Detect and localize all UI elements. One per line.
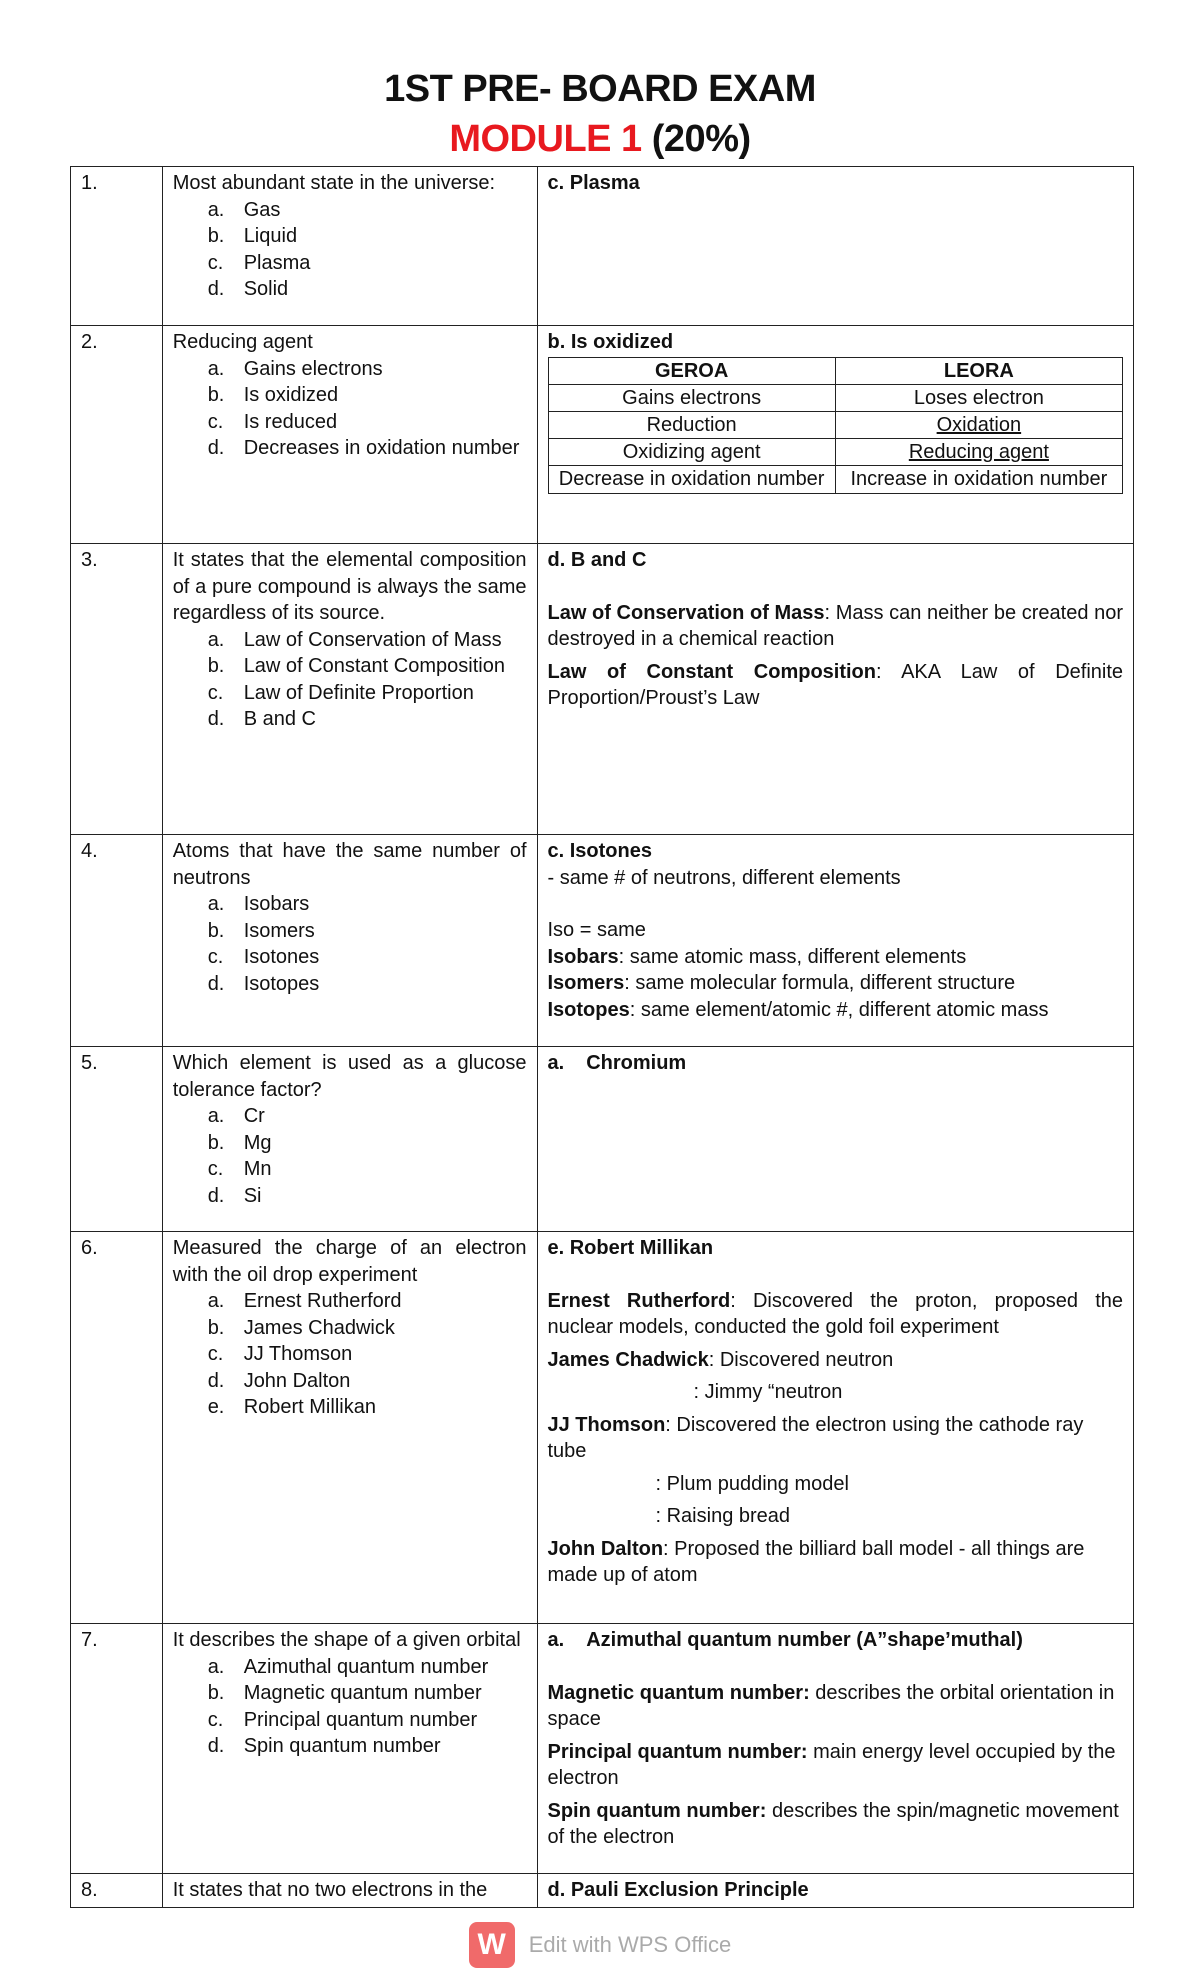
- table-cell: Reduction: [548, 411, 835, 438]
- question-text: It states that the elemental composition of a pure compound is always the same regardless of its source.: [172, 549, 527, 624]
- list-item: b. Magnetic quantum number: [207, 1682, 482, 1704]
- question-cell: [162, 544, 537, 835]
- question-cell: [162, 1624, 537, 1874]
- question-number: 5.: [71, 1047, 163, 1232]
- question-text: Which element is used as a glucose tolerance factor?: [172, 1052, 527, 1101]
- list-item: a. Gas: [207, 198, 281, 221]
- mnemonic: : Raising bread: [655, 1505, 791, 1527]
- iso-note: Iso = same: [547, 919, 646, 941]
- answer-cell: [537, 326, 1134, 544]
- wps-footer[interactable]: [0, 1922, 1200, 1968]
- answer-cell: [537, 835, 1134, 1047]
- table-header: GEROA: [548, 357, 835, 384]
- question-text: Most abundant state in the universe:: [172, 172, 496, 194]
- table-header: LEORA: [835, 357, 1122, 384]
- options-list: [173, 891, 527, 997]
- table-row: [71, 1874, 1134, 1908]
- question-number: 4.: [71, 835, 163, 1047]
- answer-text: e. Robert Millikan: [547, 1237, 714, 1259]
- table-cell: Gains electrons: [548, 384, 835, 411]
- note: Spin quantum number: describes the spin/magnetic movement of the electron: [547, 1799, 1119, 1848]
- list-item: a. Gains electrons: [207, 357, 383, 380]
- question-text: Atoms that have the same number of neutrons: [172, 840, 527, 889]
- table-cell: Increase in oxidation number: [835, 465, 1122, 493]
- answer-subtext: - same # of neutrons, different elements: [547, 866, 901, 889]
- list-item: b. Liquid: [207, 225, 298, 247]
- exam-table: [70, 166, 1134, 1908]
- answer-cell: [537, 1232, 1134, 1624]
- answer-cell: [537, 1874, 1134, 1908]
- note: JJ Thomson: Discovered the electron using the cathode ray tube: [547, 1413, 1084, 1462]
- answer-text: c. Plasma: [547, 172, 640, 194]
- answer-cell: [537, 1047, 1134, 1232]
- question-number: 2.: [71, 326, 163, 544]
- options-list: [173, 197, 527, 303]
- options-list: [173, 1103, 527, 1209]
- list-item: c. Law of Definite Proportion: [207, 681, 474, 704]
- list-item: e. Robert Millikan: [207, 1396, 376, 1418]
- list-item: a. Isobars: [207, 893, 310, 915]
- list-item: d. Spin quantum number: [207, 1735, 441, 1757]
- mnemonic: : Jimmy “neutron: [693, 1381, 843, 1403]
- note: Isobars: same atomic mass, different elements: [547, 945, 967, 968]
- note: Isomers: same molecular formula, different structure: [547, 972, 1016, 994]
- question-cell: [162, 1874, 537, 1908]
- note: Isotopes: same element/atomic #, different atomic mass: [547, 998, 1049, 1021]
- list-item: c. Isotones: [207, 946, 320, 968]
- list-item: a. Cr: [207, 1105, 265, 1127]
- note: James Chadwick: Discovered neutron: [547, 1348, 894, 1371]
- list-item: d. Isotopes: [207, 972, 320, 995]
- question-cell: [162, 1232, 537, 1624]
- list-item: a. Law of Conservation of Mass: [207, 628, 502, 651]
- list-item: a. Azimuthal quantum number: [207, 1655, 489, 1678]
- list-item: a. Ernest Rutherford: [207, 1290, 402, 1312]
- wps-footer-text: Edit with WPS Office: [528, 1932, 732, 1957]
- note: Magnetic quantum number: describes the orbital orientation in space: [547, 1681, 1115, 1730]
- answer-cell: [537, 167, 1134, 326]
- answer-cell: [537, 1624, 1134, 1874]
- list-item: c. Principal quantum number: [207, 1708, 478, 1731]
- answer-text: a. Azimuthal quantum number (A”shape’muthal): [547, 1629, 1023, 1651]
- answer-text: d. B and C: [547, 549, 647, 571]
- table-row: [71, 1232, 1134, 1624]
- list-item: d. B and C: [207, 708, 316, 730]
- table-row: [71, 835, 1134, 1047]
- table-cell: Loses electron: [835, 384, 1122, 411]
- list-item: c. Is reduced: [207, 410, 338, 433]
- list-item: b. James Chadwick: [207, 1316, 395, 1339]
- exam-title: 1ST PRE- BOARD EXAM: [384, 68, 816, 110]
- question-cell: [162, 835, 537, 1047]
- module-label: MODULE 1: [449, 118, 642, 160]
- wps-logo-icon: W: [469, 1922, 515, 1968]
- question-text: It states that no two electrons in the: [172, 1879, 488, 1901]
- table-row: [71, 167, 1134, 326]
- question-number: 1.: [71, 167, 163, 326]
- answer-text: d. Pauli Exclusion Principle: [547, 1879, 809, 1901]
- note: John Dalton: Proposed the billiard ball model - all things are made up of atom: [547, 1537, 1085, 1586]
- list-item: d. Si: [207, 1184, 262, 1207]
- note: Law of Constant Composition: AKA Law of Definite Proportion/Proust’s Law: [547, 660, 1124, 709]
- options-list: [173, 356, 527, 462]
- list-item: c. Plasma: [207, 251, 311, 274]
- list-item: b. Law of Constant Composition: [207, 655, 505, 677]
- question-text: It describes the shape of a given orbital: [172, 1629, 521, 1651]
- answer-text: a. Chromium: [547, 1052, 687, 1074]
- question-number: 3.: [71, 544, 163, 835]
- list-item: d. John Dalton: [207, 1369, 351, 1392]
- mnemonic: : Plum pudding model: [655, 1472, 849, 1495]
- list-item: b. Mg: [207, 1131, 272, 1154]
- question-number: 8.: [71, 1874, 163, 1908]
- options-list: [173, 1288, 527, 1421]
- table-row: [71, 326, 1134, 544]
- answer-cell: [537, 544, 1134, 835]
- table-row: [71, 544, 1134, 835]
- list-item: d. Solid: [207, 278, 289, 300]
- geroa-leora-table: [548, 357, 1124, 494]
- table-cell: Reducing agent: [835, 438, 1122, 465]
- list-item: c. JJ Thomson: [207, 1343, 353, 1365]
- table-cell: Oxidizing agent: [548, 438, 835, 465]
- options-list: [173, 1654, 527, 1760]
- note: Law of Conservation of Mass: Mass can neither be created nor destroyed in a chemical reaction: [547, 601, 1123, 650]
- question-cell: [162, 1047, 537, 1232]
- table-row: [71, 1624, 1134, 1874]
- question-number: 6.: [71, 1232, 163, 1624]
- question-text: Reducing agent: [172, 331, 313, 353]
- question-number: 7.: [71, 1624, 163, 1874]
- list-item: b. Is oxidized: [207, 384, 339, 406]
- list-item: b. Isomers: [207, 919, 315, 942]
- question-cell: [162, 326, 537, 544]
- table-cell: Oxidation: [835, 411, 1122, 438]
- list-item: c. Mn: [207, 1158, 272, 1180]
- note: Ernest Rutherford: Discovered the proton, proposed the nuclear models, conducted the gold foil experiment: [547, 1289, 1123, 1338]
- table-row: [71, 1047, 1134, 1232]
- note: Principal quantum number: main energy level occupied by the electron: [547, 1740, 1116, 1789]
- module-heading: [0, 118, 1200, 161]
- module-percent: (20%): [651, 118, 751, 160]
- options-list: [173, 627, 527, 733]
- list-item: d. Decreases in oxidation number: [207, 437, 520, 459]
- question-cell: [162, 167, 537, 326]
- answer-text: b. Is oxidized: [547, 331, 674, 353]
- answer-text: c. Isotones: [547, 840, 652, 862]
- question-text: Measured the charge of an electron with the oil drop experiment: [172, 1237, 527, 1286]
- table-cell: Decrease in oxidation number: [548, 465, 835, 493]
